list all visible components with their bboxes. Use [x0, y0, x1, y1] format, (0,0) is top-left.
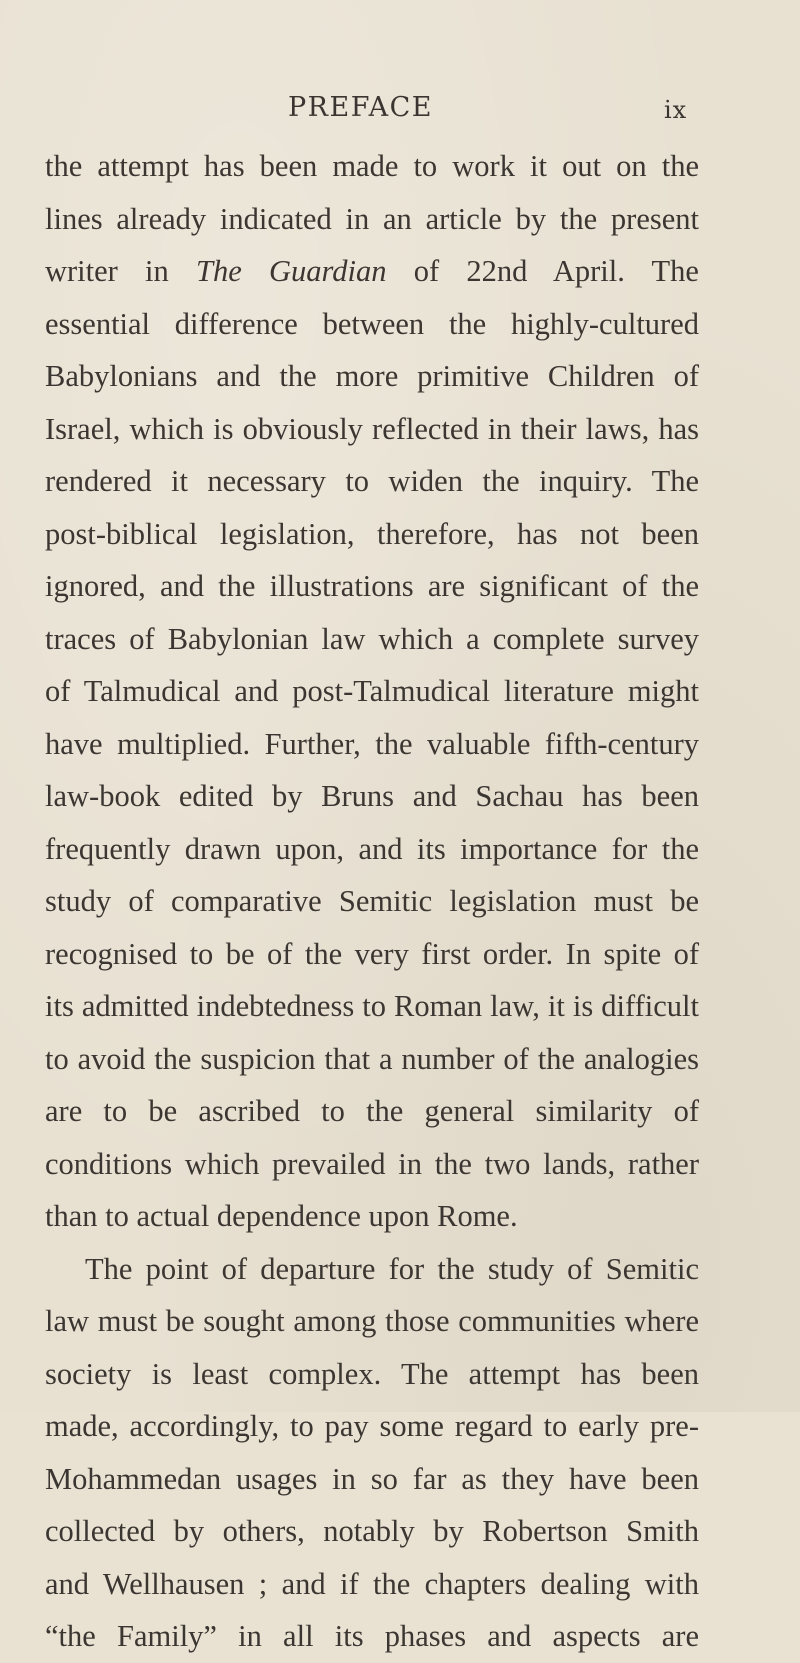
- italic-title: The Guardian: [196, 254, 387, 288]
- text-line: to avoid the suspicion that a number of the analogies: [45, 1041, 699, 1076]
- text-line: Babylonians and the more primitive Children of: [45, 359, 699, 393]
- text-line: writer in The Guardian of 22nd April. The: [45, 254, 699, 288]
- text-line: ignored, and the illustrations are significant of the: [45, 569, 699, 603]
- text-line: law-book edited by Bruns and Sachau has been: [45, 779, 699, 813]
- text-line: study of comparative Semitic legislation must be: [45, 884, 699, 918]
- text-line: conditions which prevailed in the two lands, rather: [45, 1146, 699, 1181]
- text-line: Israel, which is obviously reflected in their laws, has: [45, 411, 699, 446]
- text-line: made, accordingly, to pay some regard to early pre-: [45, 1409, 699, 1443]
- running-head: PREFACE: [288, 92, 433, 123]
- text-line: traces of Babylonian law which a complete survey: [45, 621, 699, 656]
- text-line: have multiplied. Further, the valuable fifth-century: [45, 726, 699, 761]
- text-line: collected by others, notably by Robertson Smith: [45, 1514, 699, 1548]
- text-line: and Wellhausen ; and if the chapters dealing with: [45, 1566, 699, 1601]
- text-line: “the Family” in all its phases and aspects are: [45, 1619, 699, 1653]
- text-line: recognised to be of the very first order. In spite of: [45, 936, 699, 971]
- text-line: rendered it necessary to widen the inquiry. The: [45, 464, 699, 498]
- text-line: than to actual dependence upon Rome.: [45, 1199, 518, 1233]
- text-line: law must be sought among those communities where: [45, 1304, 699, 1338]
- text-line: frequently drawn upon, and its importance for the: [45, 831, 699, 866]
- text-line: Mohammedan usages in so far as they have been: [45, 1461, 699, 1496]
- text-line: of Talmudical and post-Talmudical literature might: [45, 674, 699, 708]
- text-line: post-biblical legislation, therefore, has not been: [45, 516, 699, 551]
- text-line: the attempt has been made to work it out on the: [45, 149, 699, 183]
- body-text: [45, 140, 699, 1663]
- page-header: [0, 92, 800, 132]
- page-number: ix: [664, 96, 688, 124]
- text-line: lines already indicated in an article by the present: [45, 201, 699, 236]
- text-line: society is least complex. The attempt has been: [45, 1356, 699, 1391]
- text-line: The point of departure for the study of Semitic: [85, 1251, 699, 1286]
- text-line: its admitted indebtedness to Roman law, it is difficult: [45, 989, 699, 1023]
- text-line: are to be ascribed to the general similarity of: [45, 1094, 699, 1128]
- text-line: essential difference between the highly-cultured: [45, 306, 699, 341]
